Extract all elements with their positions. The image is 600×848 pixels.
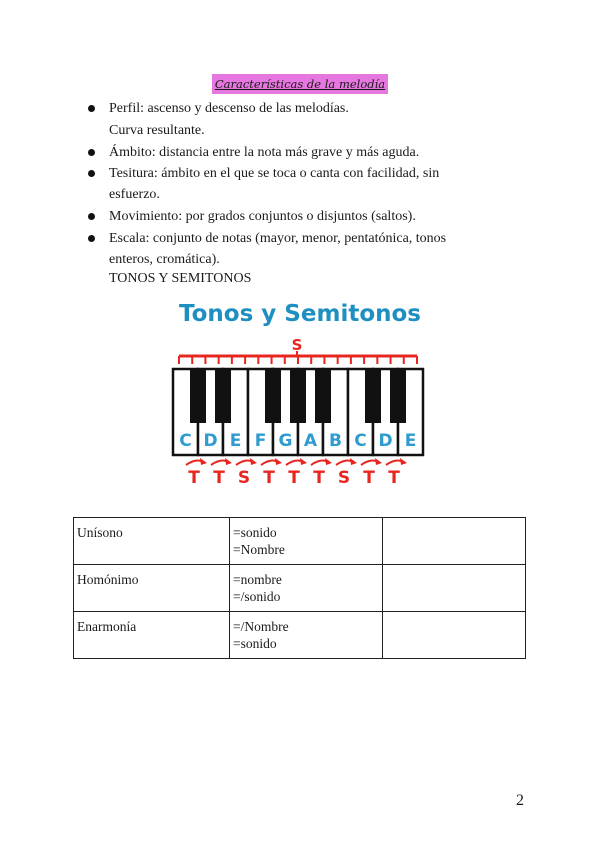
note-label: D bbox=[203, 431, 218, 451]
table-cell-definition: =sonido =Nombre bbox=[230, 518, 383, 565]
bullet-dot bbox=[88, 235, 95, 242]
step-arrow-head bbox=[400, 458, 407, 465]
step-label: S bbox=[337, 468, 351, 488]
note-label: E bbox=[404, 431, 417, 451]
step-label: T bbox=[263, 468, 275, 488]
table-cell-empty bbox=[383, 565, 526, 612]
step-arrow-head bbox=[325, 458, 332, 465]
black-key bbox=[265, 369, 281, 423]
top-bracket bbox=[179, 351, 417, 364]
note-label: B bbox=[329, 431, 342, 451]
comparison-table bbox=[73, 517, 526, 659]
step-label: T bbox=[288, 468, 300, 488]
bullet-escala-line-2: enteros, cromática). bbox=[109, 252, 220, 267]
black-key bbox=[365, 369, 381, 423]
bullet-escala-line-1: Escala: conjunto de notas (mayor, menor, pentatónica, tonos bbox=[109, 231, 447, 246]
section-heading: Características de la melodía bbox=[212, 74, 388, 94]
note-label: F bbox=[254, 431, 267, 451]
step-arrow-head bbox=[250, 458, 257, 465]
step-arrow-head bbox=[350, 458, 357, 465]
note-label: D bbox=[378, 431, 393, 451]
step-arrow-head bbox=[200, 458, 207, 465]
note-label: A bbox=[303, 431, 318, 451]
page-number: 2 bbox=[516, 792, 524, 809]
bullet-perfil-line-1: Perfil: ascenso y descenso de las melodías. bbox=[109, 101, 349, 116]
note-label: G bbox=[278, 431, 293, 451]
note-label: C bbox=[354, 431, 367, 451]
bullet-tesitura-line-1: Tesitura: ámbito en el que se toca o canta con facilidad, sin bbox=[109, 166, 440, 181]
table-cell-definition: =nombre =/sonido bbox=[230, 565, 383, 612]
bullet-dot bbox=[88, 105, 95, 112]
table-cell-empty bbox=[383, 518, 526, 565]
black-key bbox=[190, 369, 206, 423]
bullet-tesitura-line-2: esfuerzo. bbox=[109, 187, 160, 202]
table-row bbox=[74, 565, 526, 612]
step-arrow-head bbox=[300, 458, 307, 465]
table-row bbox=[74, 518, 526, 565]
table-cell-definition: =/Nombre =sonido bbox=[230, 612, 383, 659]
step-label: S bbox=[237, 468, 251, 488]
diagram-title: Tonos y Semitonos bbox=[179, 301, 421, 327]
table-cell-empty bbox=[383, 612, 526, 659]
step-label: T bbox=[388, 468, 400, 488]
step-labels bbox=[188, 468, 400, 488]
bullet-ambito: Ámbito: distancia entre la nota más grave y más aguda. bbox=[109, 145, 420, 160]
step-arrow-head bbox=[275, 458, 282, 465]
bullet-dot bbox=[88, 170, 95, 177]
semitone-marker-label: S bbox=[291, 336, 303, 354]
tones-semitones-diagram bbox=[160, 296, 440, 496]
bullet-dot bbox=[88, 213, 95, 220]
bullet-movimiento: Movimiento: por grados conjuntos o disjuntos (saltos). bbox=[109, 209, 416, 224]
black-key bbox=[290, 369, 306, 423]
black-key bbox=[390, 369, 406, 423]
note-label: C bbox=[179, 431, 192, 451]
step-arrow-head bbox=[225, 458, 232, 465]
keyboard-figure bbox=[160, 296, 440, 496]
bullet-perfil-line-2: Curva resultante. bbox=[109, 123, 205, 138]
table-cell-term: Homónimo bbox=[74, 565, 230, 612]
note-label: E bbox=[229, 431, 242, 451]
step-label: T bbox=[188, 468, 200, 488]
bullet-dot bbox=[88, 149, 95, 156]
step-label: T bbox=[213, 468, 225, 488]
table-row bbox=[74, 612, 526, 659]
black-keys bbox=[190, 369, 406, 423]
step-arrows bbox=[186, 458, 407, 465]
subtitle: TONOS Y SEMITONOS bbox=[109, 271, 252, 286]
step-arrow-head bbox=[375, 458, 382, 465]
step-label: T bbox=[363, 468, 375, 488]
table-cell-term: Enarmonía bbox=[74, 612, 230, 659]
black-key bbox=[215, 369, 231, 423]
black-key bbox=[315, 369, 331, 423]
step-label: T bbox=[313, 468, 325, 488]
table-cell-term: Unísono bbox=[74, 518, 230, 565]
